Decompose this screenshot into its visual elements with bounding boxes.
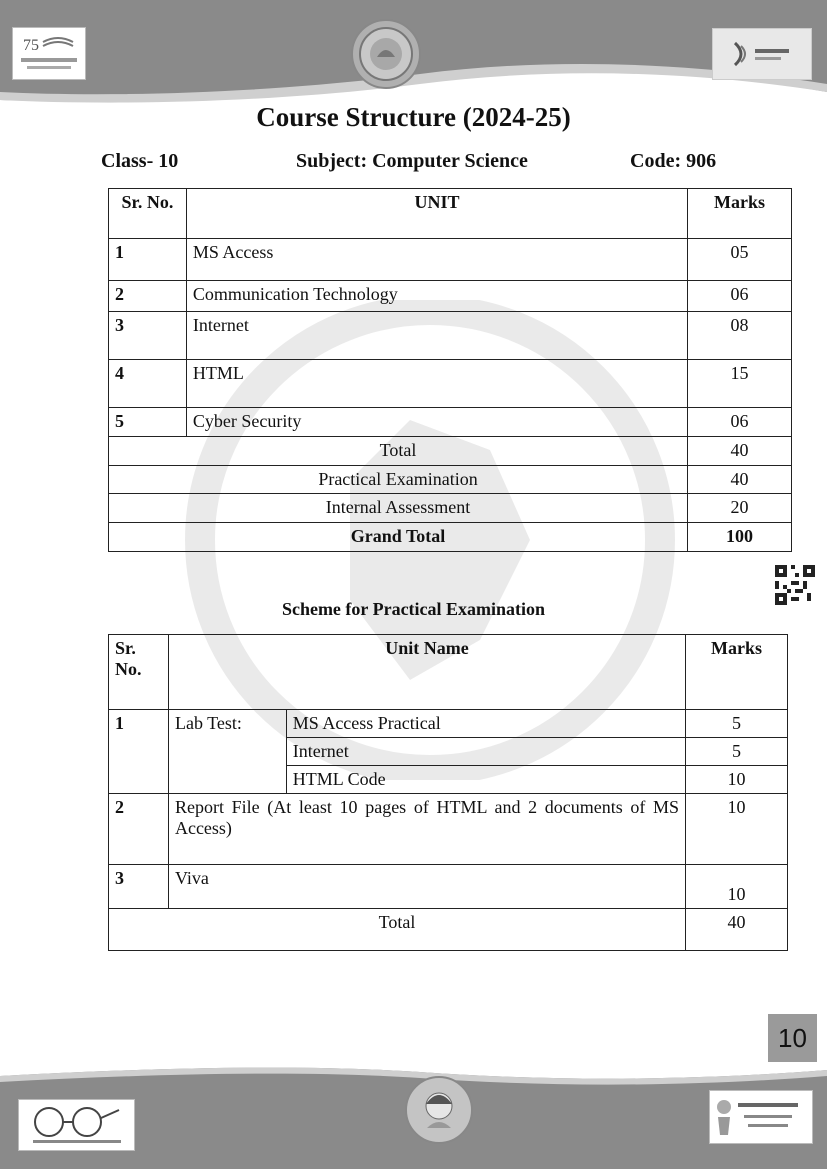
row-unit: Communication Technology	[186, 281, 687, 312]
practical-marks: 40	[688, 466, 792, 494]
grand-total-marks: 100	[688, 523, 792, 552]
total-label: Total	[109, 909, 686, 951]
internal-marks: 20	[688, 494, 792, 523]
grand-total-row	[109, 523, 792, 552]
svg-text:75: 75	[23, 37, 39, 54]
row-unit: HTML	[186, 360, 687, 408]
page-title: Course Structure (2024-25)	[256, 102, 571, 132]
class-label: Class- 10	[101, 150, 179, 172]
lab-item-marks: 5	[686, 710, 788, 738]
marks-header: Marks	[686, 635, 788, 710]
row-sr: 1	[109, 239, 187, 281]
row-sr: 2	[109, 281, 187, 312]
page-number: 10	[768, 1014, 817, 1062]
row-marks: 08	[688, 312, 792, 360]
grand-total-label: Grand Total	[109, 523, 688, 552]
row-unit: MS Access	[186, 239, 687, 281]
report-marks: 10	[686, 794, 788, 865]
row-marks: 06	[688, 408, 792, 437]
board-emblem	[351, 19, 421, 89]
row-marks: 05	[688, 239, 792, 281]
scheme-title: Scheme for Practical Examination	[281, 599, 546, 619]
table-row	[109, 794, 788, 865]
total-marks: 40	[688, 437, 792, 466]
table-row	[109, 360, 792, 408]
lab-test-label: Lab Test:	[168, 710, 286, 794]
table-row	[109, 239, 792, 281]
internal-label: Internal Assessment	[109, 494, 688, 523]
practical-row	[109, 466, 792, 494]
unit-header: UNIT	[186, 189, 687, 239]
lab-item: HTML Code	[286, 766, 685, 794]
lab-item-marks: 5	[686, 738, 788, 766]
practical-scheme-table	[108, 634, 788, 951]
table-row	[109, 408, 792, 437]
swachh-bharat-logo	[18, 1099, 135, 1151]
report-file-name: Report File (At least 10 pages of HTML and 2 documents of MS Access)	[168, 794, 685, 865]
lab-item-marks: 10	[686, 766, 788, 794]
sr-header: Sr. No.	[109, 635, 169, 710]
practical-label: Practical Examination	[109, 466, 688, 494]
total-row	[109, 909, 788, 951]
row-sr: 5	[109, 408, 187, 437]
marks-header: Marks	[688, 189, 792, 239]
table-row	[109, 865, 788, 909]
total-label: Total	[109, 437, 688, 466]
sr-header: Sr. No.	[109, 189, 187, 239]
total-row	[109, 437, 792, 466]
row-marks: 15	[688, 360, 792, 408]
lab-item: MS Access Practical	[286, 710, 685, 738]
table-row	[109, 281, 792, 312]
row-sr: 3	[109, 312, 187, 360]
internal-row	[109, 494, 792, 523]
digital-india-logo	[712, 28, 812, 80]
total-marks: 40	[686, 909, 788, 951]
shiksha-ka-adhikar-logo	[709, 1090, 813, 1144]
lab-sr: 1	[109, 710, 169, 794]
report-sr: 2	[109, 794, 169, 865]
beti-bachao-logo	[405, 1076, 473, 1144]
table-header-row	[109, 635, 788, 710]
viva-name: Viva	[168, 865, 685, 909]
lab-item: Internet	[286, 738, 685, 766]
unit-name-header: Unit Name	[168, 635, 685, 710]
row-sr: 4	[109, 360, 187, 408]
course-structure-table	[108, 188, 792, 552]
table-row	[109, 312, 792, 360]
row-unit: Cyber Security	[186, 408, 687, 437]
viva-marks: 10	[686, 865, 788, 909]
code-label: Code: 906	[630, 150, 717, 172]
azadi-logo	[12, 27, 86, 80]
table-row	[109, 710, 788, 738]
row-unit: Internet	[186, 312, 687, 360]
subject-label: Subject: Computer Science	[296, 150, 528, 172]
table-header-row	[109, 189, 792, 239]
row-marks: 06	[688, 281, 792, 312]
viva-sr: 3	[109, 865, 169, 909]
